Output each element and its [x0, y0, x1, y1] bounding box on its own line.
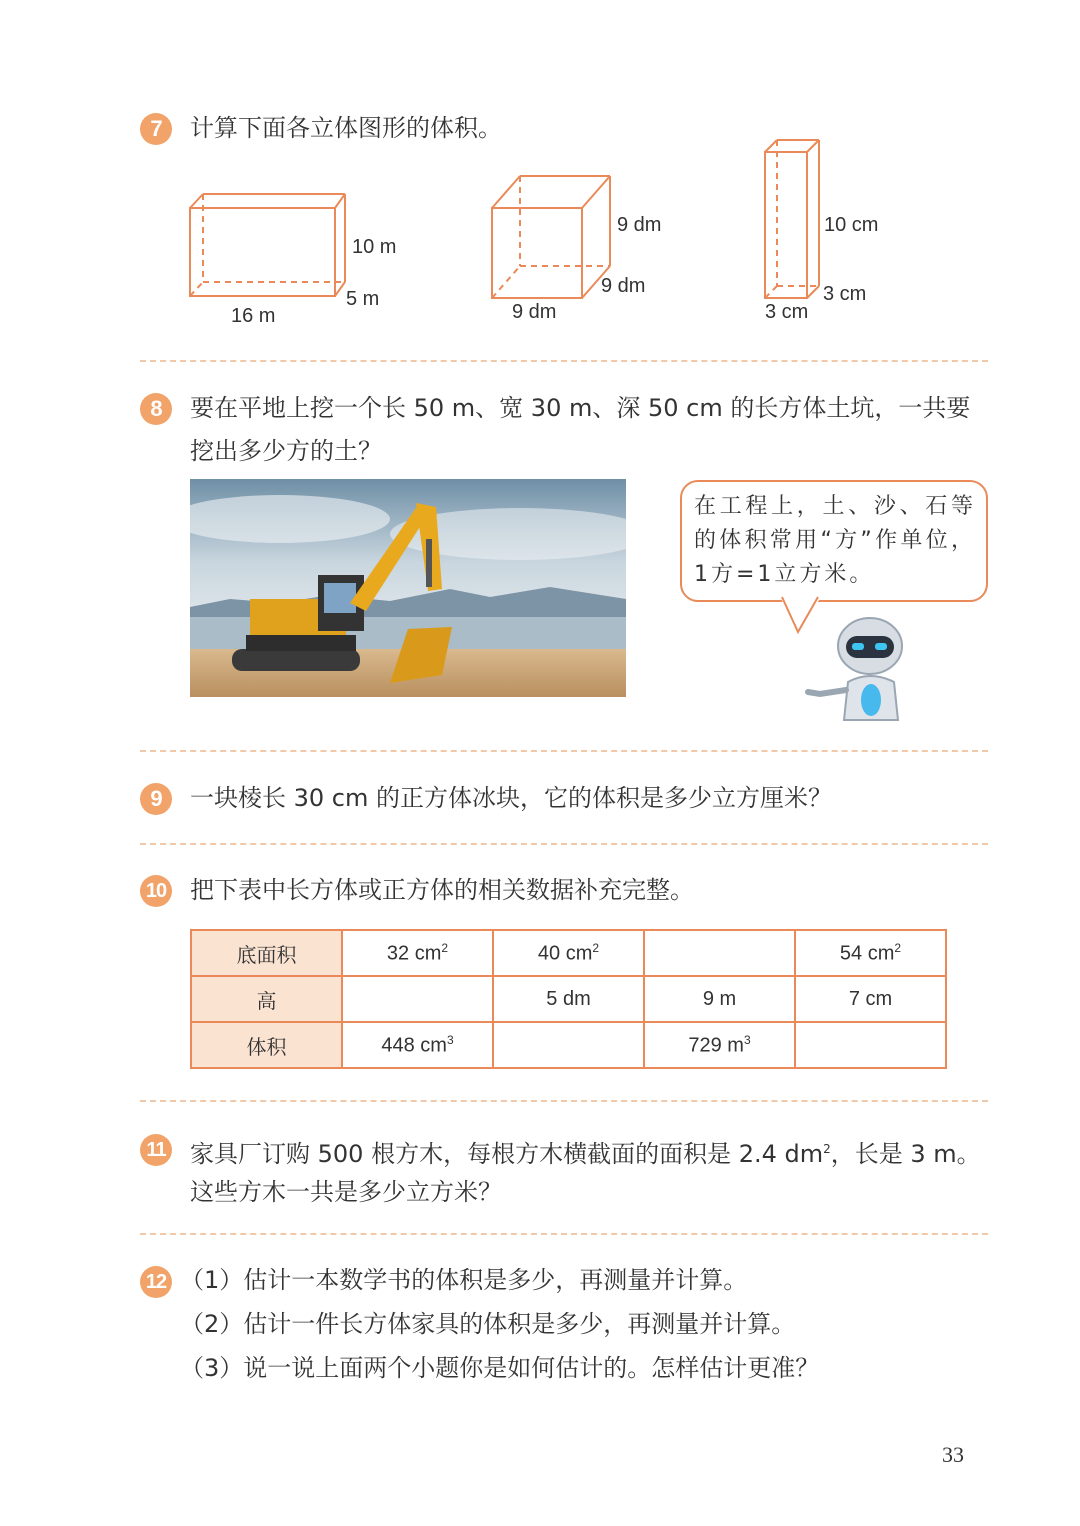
separator: [140, 1100, 988, 1102]
shape1-length-label: 16 m: [231, 305, 276, 327]
shape3-height-label: 10 cm: [824, 214, 879, 236]
question-number-12: 12: [140, 1266, 172, 1298]
data-table: [190, 929, 947, 1069]
question-number-7: 7: [140, 113, 172, 145]
excavator-photo: [190, 479, 626, 697]
shape3-width-label: 3 cm: [823, 283, 867, 305]
row-header-base-area: 底面积: [191, 930, 342, 976]
separator: [140, 750, 988, 752]
table-cell: 7 cm: [795, 976, 946, 1022]
table-cell: 729 $m^3$: [644, 1022, 795, 1068]
separator: [140, 1233, 988, 1235]
question-11-line1: 家具厂订购 500 根方木，每根方木横截面的面积是 2.4 $dm^2$，长是 3 m。: [190, 1140, 981, 1168]
shape2-width-label: 9 dm: [601, 275, 646, 297]
question-number-8: 8: [140, 393, 172, 425]
shape2-height-label: 9 dm: [617, 214, 662, 236]
table-cell: 5 dm: [493, 976, 644, 1022]
table-cell: [342, 976, 493, 1022]
question-7-text: 计算下面各立体图形的体积。: [190, 114, 502, 142]
table-row-height: [191, 976, 946, 1022]
table-cell: 54 $cm^2$: [795, 930, 946, 976]
question-number-10: 10: [140, 875, 172, 907]
question-11-line2: 这些方木一共是多少立方米？: [190, 1178, 502, 1206]
table-row-base-area: [191, 930, 946, 976]
shape3-length-label: 3 cm: [765, 301, 809, 323]
question-12-item-2: （2）估计一件长方体家具的体积是多少，再测量并计算。: [180, 1310, 796, 1338]
robot-mascot: [800, 612, 910, 724]
cube-2: [492, 176, 610, 298]
table-cell: 32 $cm^2$: [342, 930, 493, 976]
question-8-line2: 挖出多少方的土？: [190, 437, 382, 465]
shape1-height-label: 10 m: [352, 236, 397, 258]
table-row-volume: [191, 1022, 946, 1068]
table-cell: 40 $cm^2$: [493, 930, 644, 976]
question-12-item-1: （1）估计一本数学书的体积是多少，再测量并计算。: [180, 1266, 748, 1294]
page-number: 33: [942, 1442, 964, 1467]
table-cell: [493, 1022, 644, 1068]
cuboid-3: [765, 140, 819, 298]
separator: [140, 843, 988, 845]
table-cell: [644, 930, 795, 976]
question-8-line1: 要在平地上挖一个长 50 m、宽 30 m、深 50 cm 的长方体土坑，一共要: [190, 394, 971, 422]
separator: [140, 360, 988, 362]
shape2-length-label: 9 dm: [512, 301, 557, 323]
question-10-text: 把下表中长方体或正方体的相关数据补充完整。: [190, 876, 694, 904]
question-number-11: 11: [140, 1134, 172, 1166]
row-header-volume: 体积: [191, 1022, 342, 1068]
table-cell: [795, 1022, 946, 1068]
question-number-9: 9: [140, 783, 172, 815]
speech-bubble-text: 在工程上，土、沙、石等的体积常用“方”作单位，1方=1立方米。: [694, 494, 976, 587]
row-header-height: 高: [191, 976, 342, 1022]
question-9-text: 一块棱长 30 cm 的正方体冰块，它的体积是多少立方厘米？: [190, 784, 832, 812]
cuboid-1: [190, 194, 345, 296]
table-cell: 9 m: [644, 976, 795, 1022]
shape1-width-label: 5 m: [346, 288, 380, 310]
question-12-item-3: （3）说一说上面两个小题你是如何估计的。怎样估计更准？: [180, 1354, 820, 1382]
table-cell: 448 $cm^3$: [342, 1022, 493, 1068]
